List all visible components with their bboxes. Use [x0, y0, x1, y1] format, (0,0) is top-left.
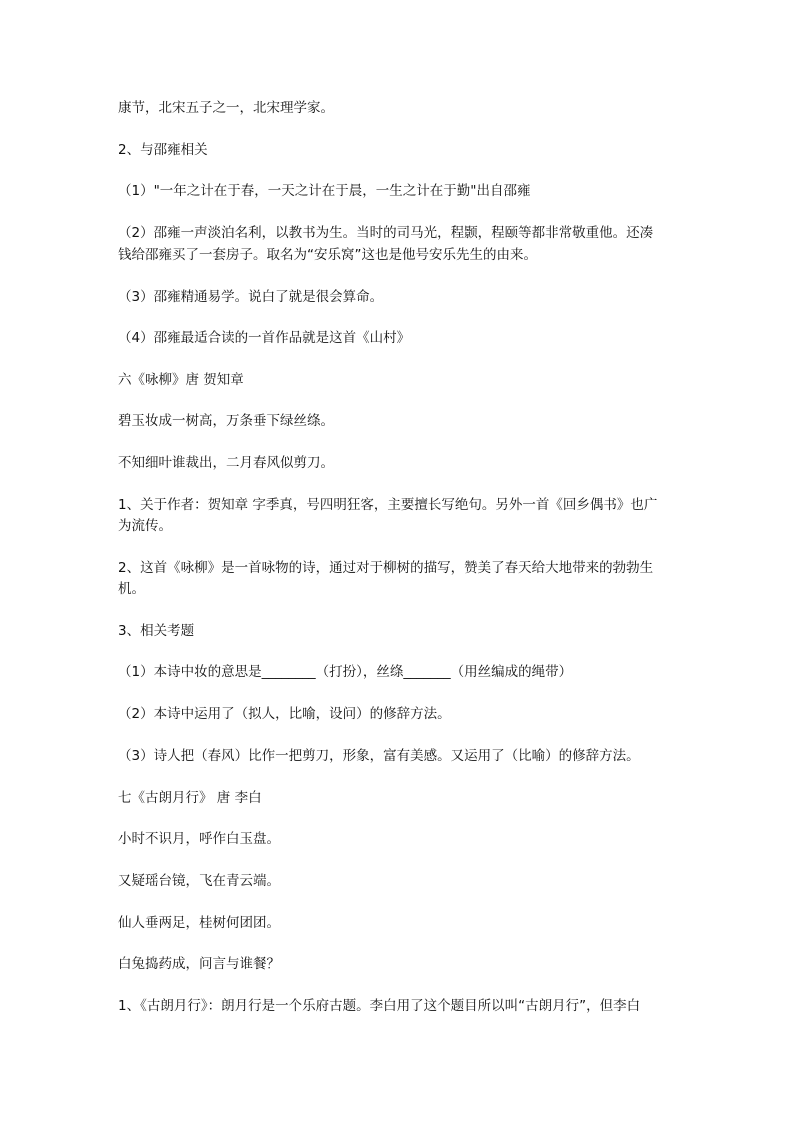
text-line: 3、相关考题 — [118, 623, 195, 639]
text-line: 钱给邵雍买了一套房子。取名为“安乐窝”这也是他号安乐先生的由来。 — [118, 247, 537, 263]
poem-line: 不知细叶谁裁出，二月春风似剪刀。 — [118, 455, 334, 471]
text-line: （4）邵雍最适合读的一首作品就是这首《山村》 — [118, 330, 411, 346]
text-line: 1、《古朗月行》：朗月行是一个乐府古题。李白用了这个题目所以叫“古朗月行”，但李白 — [118, 998, 641, 1014]
poem-line: 小时不识月，呼作白玉盘。 — [118, 831, 280, 847]
text-line: 为流传。 — [118, 518, 172, 534]
text-line: 机。 — [118, 581, 145, 597]
poem-line: 又疑瑶台镜，飞在青云端。 — [118, 873, 280, 889]
poem-line: 碧玉妆成一树高，万条垂下绿丝绦。 — [118, 413, 334, 429]
text-line: （1）"一年之计在于春，一天之计在于晨，一生之计在于勤"出自邵雍 — [118, 183, 531, 199]
poem-line: 仙人垂两足，桂树何团团。 — [118, 915, 280, 931]
section-heading: 六《咏柳》唐 贺知章 — [118, 372, 244, 388]
text-line: 康节，北宋五子之一，北宋理学家。 — [118, 100, 334, 116]
text-line: （2）本诗中运用了（拟人，比喻，设问）的修辞方法。 — [118, 706, 451, 722]
section-heading: 七《古朗月行》 唐 李白 — [118, 790, 262, 806]
text-line: （3）邵雍精通易学。说白了就是很会算命。 — [118, 289, 384, 305]
text-line: 2、与邵雍相关 — [118, 142, 208, 158]
poem-line: 白兔捣药成，问言与谁餐？ — [118, 956, 280, 972]
text-line: （1）本诗中妆的意思是________（打扮），丝绦_______（用丝编成的绳带） — [118, 664, 573, 680]
text-line: 2、这首《咏柳》是一首咏物的诗，通过对于柳树的描写，赞美了春天给大地带来的勃勃生 — [118, 560, 654, 576]
text-line: 1、关于作者：贺知章 字季真，号四明狂客，主要擅长写绝句。另外一首《回乡偶书》也广 — [118, 497, 658, 513]
text-line: （3）诗人把（春风）比作一把剪刀，形象，富有美感。又运用了（比喻）的修辞方法。 — [118, 748, 640, 764]
text-line: （2）邵雍一声淡泊名利，以教书为生。当时的司马光，程颢，程颐等都非常敬重他。还凑 — [118, 225, 654, 241]
